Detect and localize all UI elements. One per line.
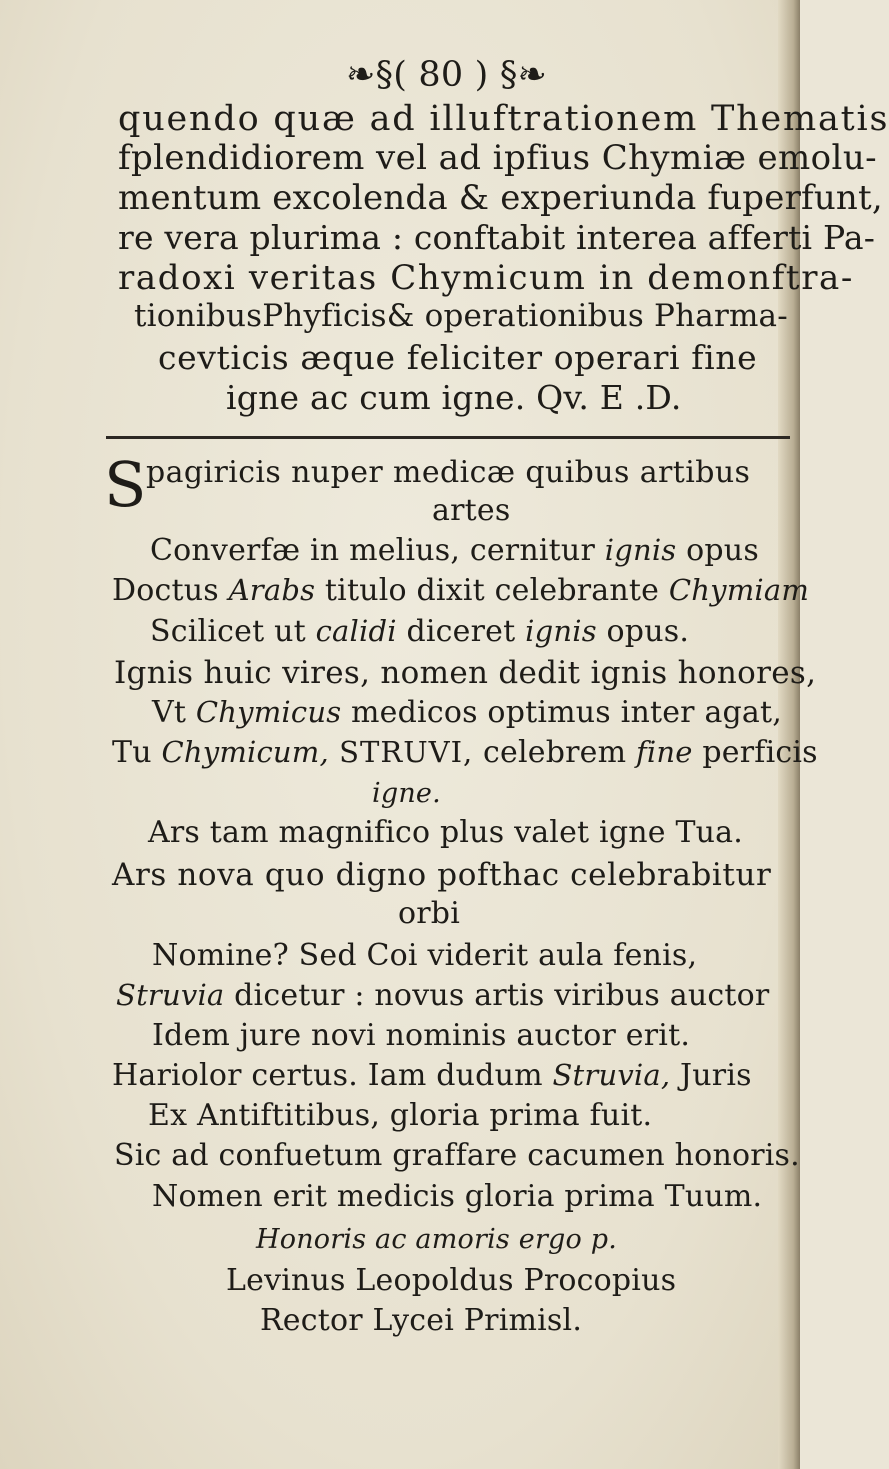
header-left-ornament: ❧§	[346, 55, 394, 95]
author-name: Levinus Leopoldus Procopius	[226, 1263, 677, 1298]
poem-line: Nomen erit medicis gloria prima Tuum.	[152, 1179, 763, 1214]
poem-line: igne.	[372, 778, 441, 809]
poem-line: orbi	[398, 896, 461, 931]
poem-line: Doctus Arabs titulo dixit celebrante Chymiam	[112, 573, 810, 608]
prose-line: igne ac cum igne. Qv. E .D.	[226, 378, 682, 417]
poem-line: Scilicet ut calidi diceret ignis opus.	[150, 614, 690, 649]
poem-line: Ignis huic vires, nomen dedit ignis honores,	[114, 655, 817, 691]
poem-line: Ars nova quo digno pofthac celebrabitur	[112, 857, 772, 893]
poem-line: artes	[432, 493, 511, 528]
prose-line: fplendidiorem vel ad ipfius Chymiæ emolu-	[118, 138, 878, 178]
motto: Honoris ac amoris ergo p.	[256, 1224, 618, 1255]
prose-line: re vera plurima : conftabit interea afferti Pa-	[118, 218, 876, 257]
poem-line: Struvia dicetur : novus artis viribus auctor	[116, 978, 770, 1013]
poem-line: Converfæ in melius, cernitur ignis opus	[150, 533, 759, 568]
poem-line: Ex Antiftitibus, gloria prima fuit.	[148, 1098, 653, 1133]
poem-line: Sic ad confuetum graffare cacumen honoris.	[114, 1138, 800, 1173]
poem-line: Nomine? Sed Coi viderit aula fenis,	[152, 938, 698, 973]
poem-line: Hariolor certus. Iam dudum Struvia, Juris	[112, 1058, 752, 1093]
prose-line: mentum excolenda & experiunda fuperfunt,	[118, 178, 883, 218]
poem-line: Tu Chymicum, STRUVI, celebrem fine perficis	[112, 735, 818, 770]
header-right-ornament: §❧	[499, 55, 548, 95]
author-title: Rector Lycei Primisl.	[260, 1303, 583, 1338]
drop-cap: S	[104, 448, 147, 521]
prose-line: cevticis æque feliciter operari fine	[158, 338, 758, 377]
poem-line: Idem jure novi nominis auctor erit.	[152, 1018, 691, 1053]
prose-line: tionibusPhyficis& operationibus Pharma-	[134, 298, 788, 334]
prose-line: radoxi veritas Chymicum in demonftra-	[118, 258, 855, 298]
section-rule	[106, 436, 790, 439]
poem-line: Ars tam magnifico plus valet igne Tua.	[148, 815, 744, 850]
page-number: ( 80 )	[393, 55, 489, 95]
prose-line: quendo quæ ad illuftrationem Thematis	[118, 99, 889, 139]
page-header	[346, 55, 548, 95]
poem-line: Vt Chymicus medicos optimus inter agat,	[152, 695, 783, 730]
poem-line: pagiricis nuper medicæ quibus artibus	[146, 455, 751, 490]
